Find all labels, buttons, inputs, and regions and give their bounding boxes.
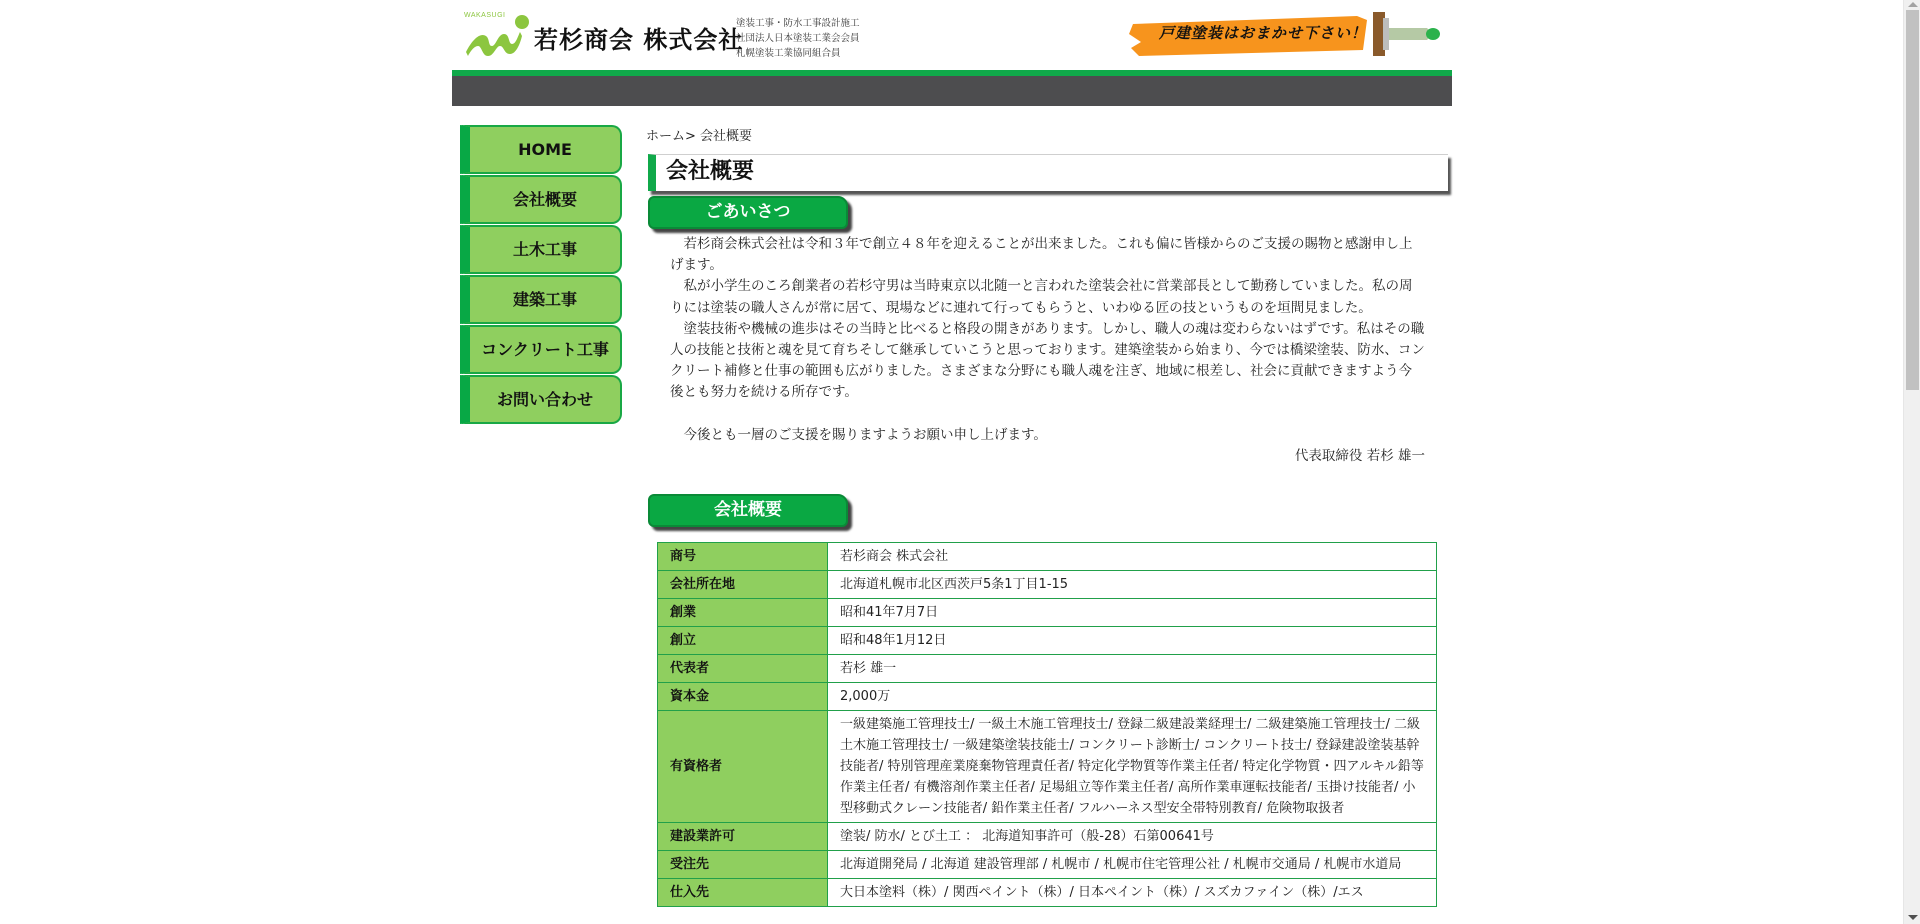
page-title: 会社概要: [666, 159, 755, 184]
site-header: [452, 0, 1452, 70]
row-label: 建設業許可: [658, 823, 828, 851]
row-value: 昭和48年1月12日: [828, 627, 1437, 655]
nav-item-civil-engineering[interactable]: 土木工事: [460, 225, 622, 274]
company-tagline: [736, 16, 860, 61]
row-label: 商号: [658, 543, 828, 571]
greeting-signature: 代表取締役 若杉 雄一: [1294, 447, 1425, 464]
row-value: 一級建築施工管理技士/ 一級土木施工管理技士/ 登録二級建設業経理士/ 二級建築施工管理技士/ 二級土木施工管理技士/ 一級建築塗装技能士/ コンクリート診断士/ コンクリート技士/ 登録建設塗装基幹技能者/ 特別管理産業廃棄物管理責任者/ 特定化学物質等作業主任者/ 特定化学物質・四アルキル鉛等作業主任者/ 有機溶剤作業主任者/ 足場組立等作業主任者/ 高所作業車運転技能者/ 玉掛け技能者/ 小型移動式クレーン技能者/ 鉛作業主任者/ フルハーネス型安全帯特別教育/ 危険物取扱者: [828, 711, 1437, 823]
row-value: 昭和41年7月7日: [828, 599, 1437, 627]
row-value: 若杉 雄一: [828, 655, 1437, 683]
nav-item-concrete-work[interactable]: コンクリート工事: [460, 325, 622, 374]
header-banner: [1127, 10, 1447, 60]
greeting-paragraph: 若杉商会株式会社は令和３年で創立４８年を迎えることが出来ました。これも偏に皆様からのご支援の賜物と感謝申し上げます。: [670, 236, 1413, 274]
greeting-message: [670, 234, 1425, 467]
side-navigation: [460, 125, 622, 425]
table-row: [658, 683, 1437, 711]
company-name: 若杉商会 株式会社: [534, 26, 744, 54]
scroll-up-arrow-icon[interactable]: [1908, 2, 1918, 7]
breadcrumb[interactable]: ホーム> 会社概要: [646, 129, 753, 144]
row-label: 資本金: [658, 683, 828, 711]
table-row: [658, 851, 1437, 879]
row-label: 会社所在地: [658, 571, 828, 599]
logo-wordmark: WAKASUGI: [464, 12, 506, 19]
greeting-section-heading: ごあいさつ: [648, 196, 848, 229]
row-label: 創業: [658, 599, 828, 627]
nav-item-company-overview[interactable]: 会社概要: [460, 175, 622, 224]
table-row: [658, 711, 1437, 823]
overview-section-heading: 会社概要: [648, 494, 848, 527]
nav-item-home[interactable]: HOME: [460, 125, 622, 174]
header-dark-bar: [452, 76, 1452, 106]
scrollbar-thumb[interactable]: [1906, 10, 1919, 390]
row-value: 2,000万: [828, 683, 1437, 711]
table-row: [658, 655, 1437, 683]
row-label: 代表者: [658, 655, 828, 683]
table-row: [658, 627, 1437, 655]
nav-item-construction[interactable]: 建築工事: [460, 275, 622, 324]
row-label: 有資格者: [658, 711, 828, 823]
nav-item-contact[interactable]: お問い合わせ: [460, 375, 622, 424]
table-row: [658, 879, 1437, 907]
company-info-table: [657, 542, 1437, 907]
row-value: 大日本塗料（株）/ 関西ペイント（株）/ 日本ペイント（株）/ スズカファイン（株）/エス: [828, 879, 1437, 907]
table-row: [658, 823, 1437, 851]
page-container: [452, 0, 1452, 900]
page-title-bar: [648, 154, 1448, 191]
row-label: 受注先: [658, 851, 828, 879]
row-value: 北海道札幌市北区西茨戸5条1丁目1-15: [828, 571, 1437, 599]
row-value: 塗装/ 防水/ とび土工 ： 北海道知事許可（般-28）石第00641号: [828, 823, 1437, 851]
tagline-line: 社団法人日本塗装工業会会員: [736, 33, 860, 44]
greeting-closing: 今後とも一層のご支援を賜りますようお願い申し上げます。: [683, 426, 1047, 443]
greeting-paragraph: 塗装技術や機械の進歩はその当時と比べると格段の開きがあります。しかし、職人の魂は変わらないはずです。私はその職人の技能と技術と魂を見て育ちそして継承していこうと思っております。建築塗装から始まり、今では橋梁塗装、防水、コンクリート補修と仕事の範囲も広がりました。さまざまな分野にも職人魂を注ぎ、地域に根差し、社会に貢献できますよう今後とも努力を続ける所存です。: [670, 320, 1425, 401]
table-row: [658, 571, 1437, 599]
row-value: 若杉商会 株式会社: [828, 543, 1437, 571]
row-label: 創立: [658, 627, 828, 655]
tagline-line: 札幌塗装工業協同組合員: [736, 48, 841, 59]
vertical-scrollbar[interactable]: [1903, 0, 1920, 924]
row-label: 仕入先: [658, 879, 828, 907]
greeting-paragraph: 私が小学生のころ創業者の若杉守男は当時東京以北随一と言われた塗装会社に営業部長として勤務していました。私の周りには塗装の職人さんが常に居て、現場などに連れて行ってもらうと、いわゆる匠の技というものを垣間見ました。: [670, 278, 1413, 316]
scroll-down-arrow-icon[interactable]: [1908, 915, 1918, 920]
table-row: [658, 543, 1437, 571]
table-row: [658, 599, 1437, 627]
tagline-line: 塗装工事・防水工事設計施工: [736, 18, 860, 29]
row-value: 北海道開発局 / 北海道 建設管理部 / 札幌市 / 札幌市住宅管理公社 / 札幌市交通局 / 札幌市水道局: [828, 851, 1437, 879]
banner-text: 戸建塗装はおまかせ下さい！: [1159, 24, 1368, 42]
